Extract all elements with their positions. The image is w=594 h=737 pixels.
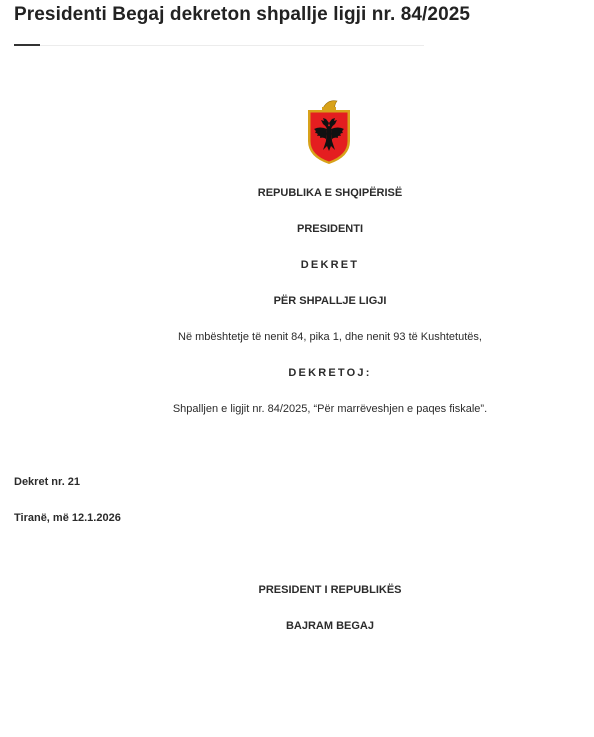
signature-name: BAJRAM BEGAJ <box>285 620 374 632</box>
decree-number: Dekret nr. 21 <box>14 476 81 488</box>
article-title: Presidenti Begaj dekreton shpallje ligji nr. 84/2025 <box>14 4 471 25</box>
title-accent-bar <box>14 44 40 46</box>
place-date: Tiranë, më 12.1.2026 <box>14 512 121 524</box>
signature-title: PRESIDENT I REPUBLIKËS <box>258 584 402 596</box>
legal-basis-text: Në mbështetje të nenit 84, pika 1, dhe nenit 93 të Kushtetutës, <box>178 331 482 343</box>
office-heading: PRESIDENTI <box>296 223 363 235</box>
decree-verb: DEKRETOJ: <box>288 367 372 379</box>
albania-coat-of-arms-icon <box>306 99 352 165</box>
decree-subject: PËR SHPALLJE LIGJI <box>273 295 387 307</box>
decree-body-text: Shpalljen e ligjit nr. 84/2025, “Për marrëveshjen e paqes fiskale”. <box>172 403 488 415</box>
decree-heading: DEKRET <box>300 259 360 271</box>
title-divider <box>14 45 424 46</box>
republic-heading: REPUBLIKA E SHQIPËRISË <box>257 187 403 199</box>
